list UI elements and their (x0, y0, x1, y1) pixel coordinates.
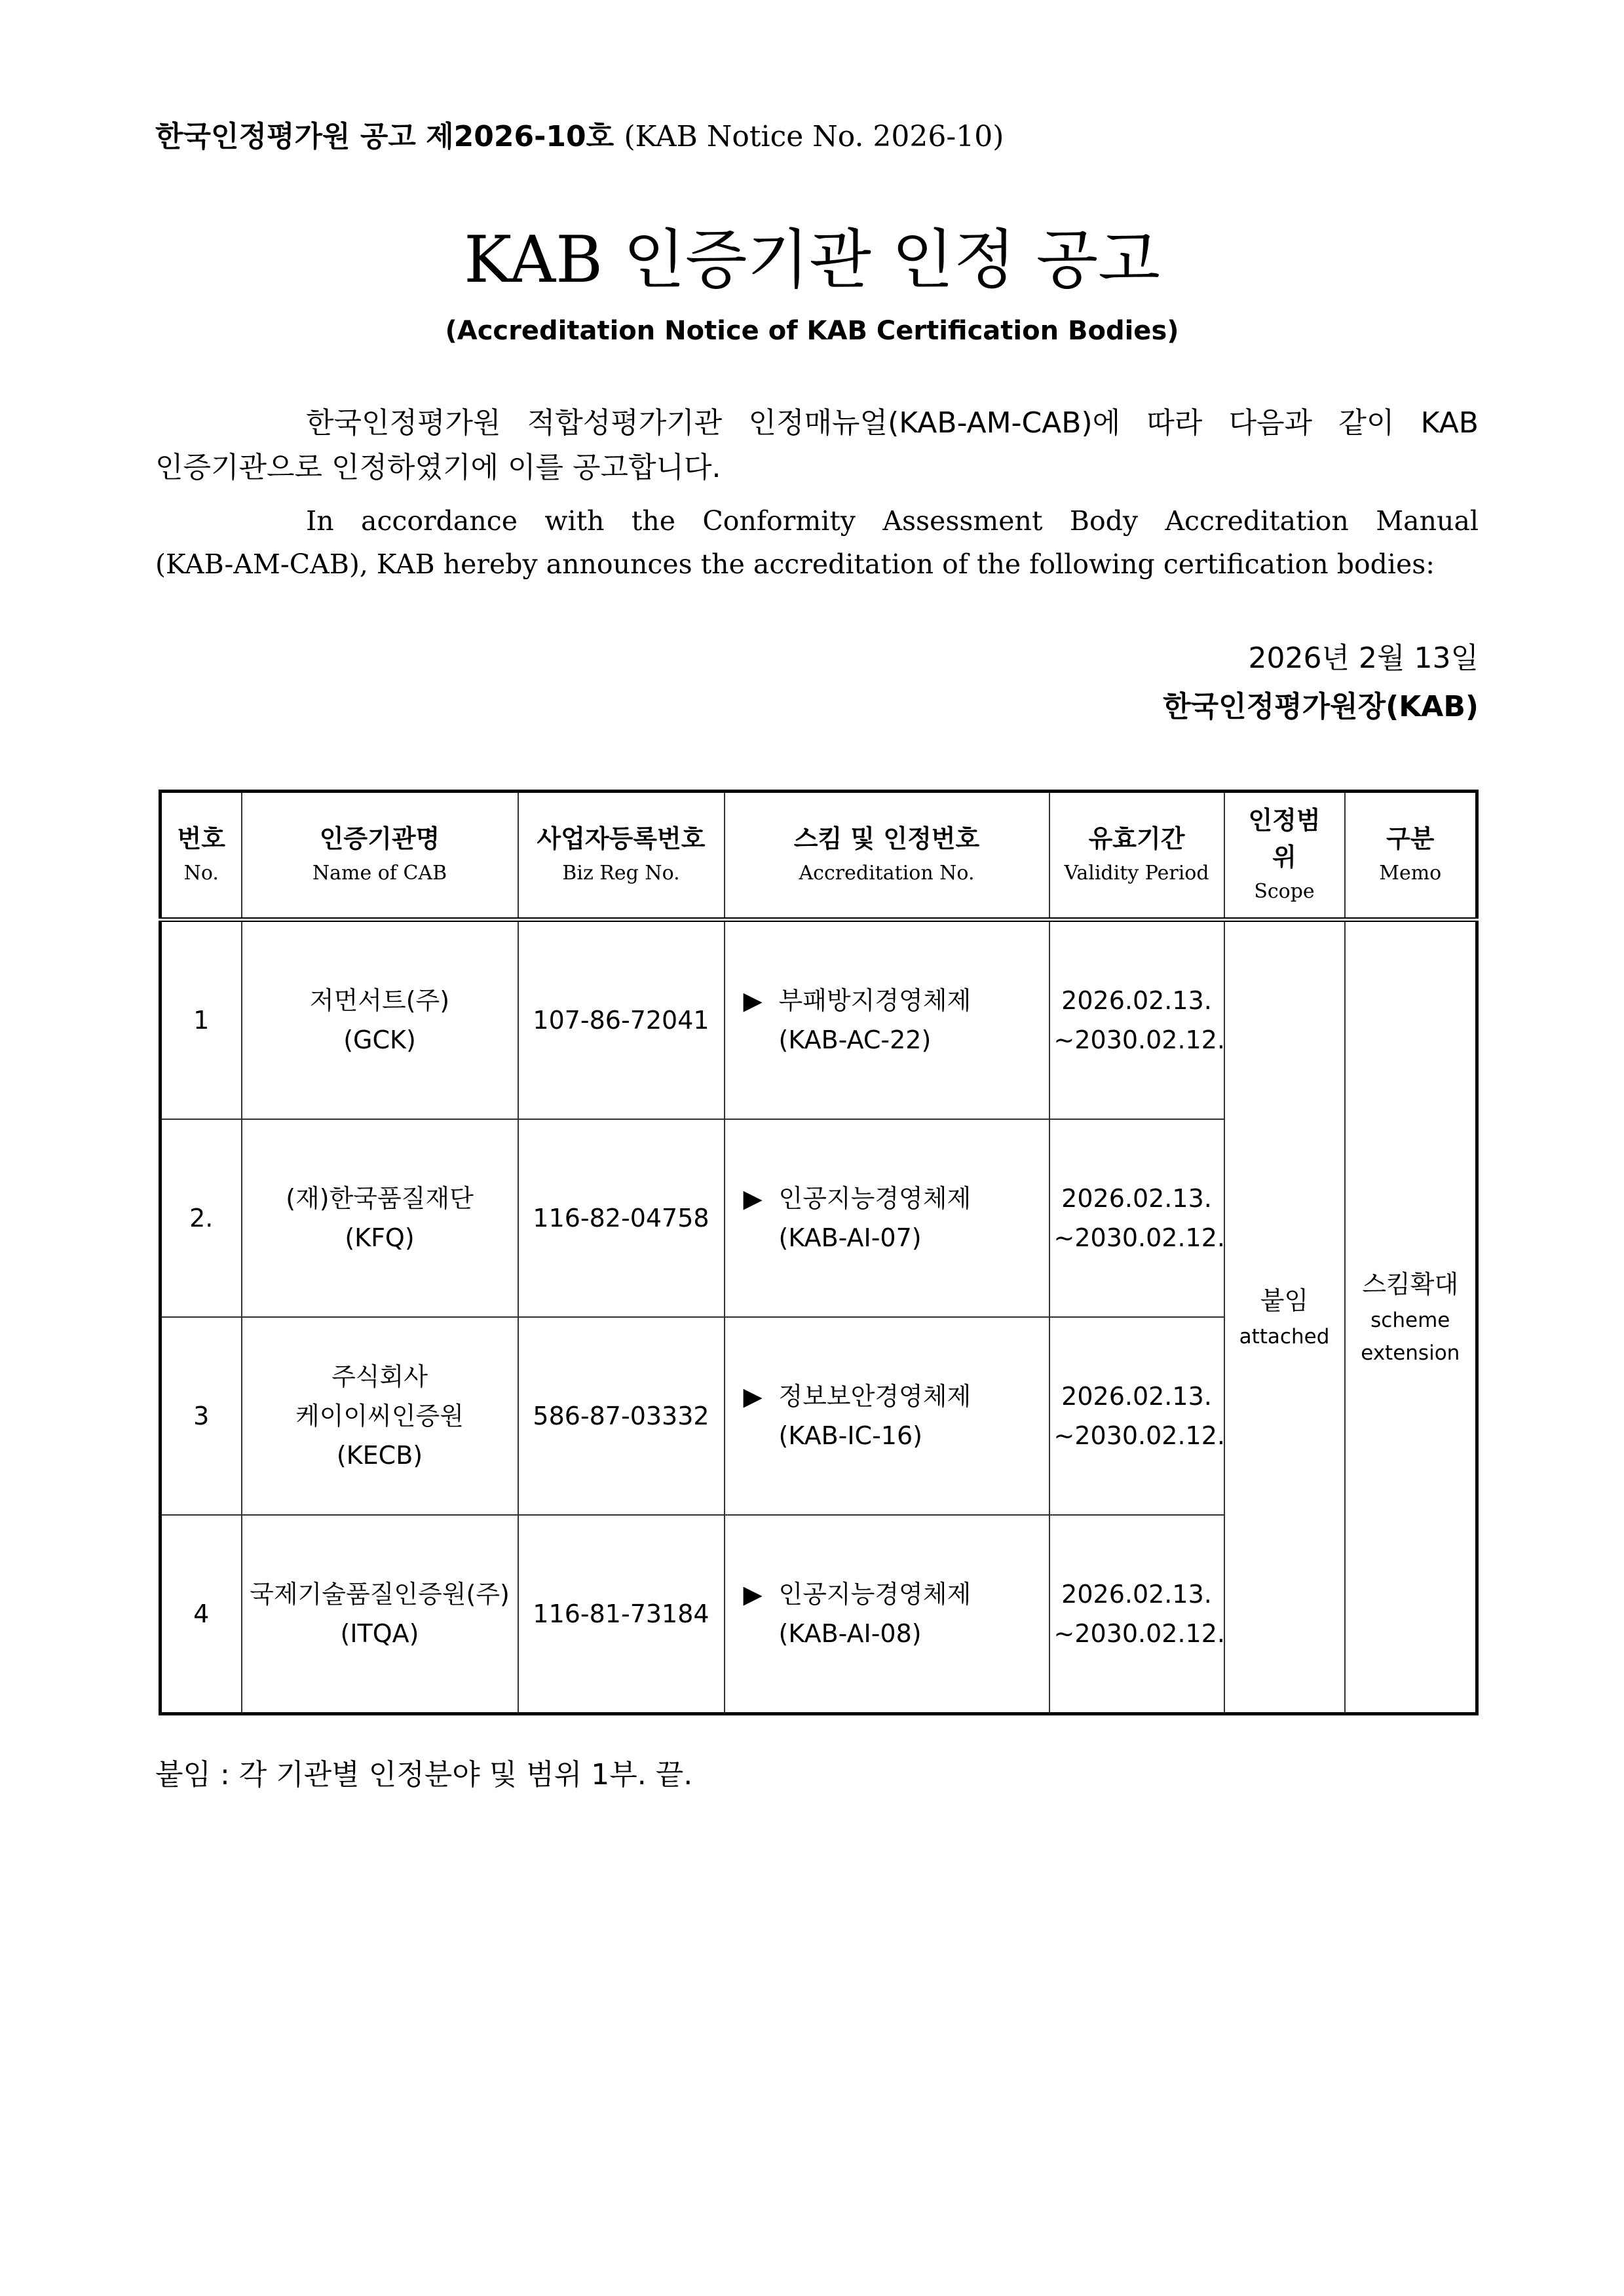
row-cab-name: (재)한국품질재단 (KFQ) (242, 1119, 518, 1317)
body-english-line-2: (KAB-AM-CAB), KAB hereby announces the accreditation of the following certification bodies: (155, 548, 1435, 580)
header-biz-reg: 사업자등록번호 Biz Reg No. (518, 792, 725, 920)
row-validity: 2026.02.13. ~2030.02.12. (1049, 920, 1224, 1120)
row-validity: 2026.02.13. ~2030.02.12. (1049, 1317, 1224, 1515)
arrow-icon: ▶ (743, 1580, 763, 1609)
row-scheme: ▶ 부패방지경영체제 (KAB-AC-22) (725, 920, 1049, 1120)
row-no: 2. (161, 1119, 242, 1317)
arrow-icon: ▶ (743, 1382, 763, 1411)
table-row (161, 920, 1477, 1120)
arrow-icon: ▶ (743, 986, 763, 1015)
table-header-row (161, 792, 1477, 920)
row-biz-reg: 116-82-04758 (518, 1119, 725, 1317)
header-validity: 유효기간 Validity Period (1049, 792, 1224, 920)
issuer: 한국인정평가원장(KAB) (1163, 690, 1479, 723)
body-english-line-1: In accordance with the Conformity Assessment Body Accreditation Manual (306, 505, 1479, 537)
row-biz-reg: 116-81-73184 (518, 1515, 725, 1714)
notice-number-ko: 한국인정평가원 공고 제2026-10호 (155, 120, 614, 153)
header-no: 번호 No. (161, 792, 242, 920)
body-english (155, 499, 1479, 586)
row-cab-name: 저먼서트(주) (GCK) (242, 920, 518, 1120)
row-no: 4 (161, 1515, 242, 1714)
row-biz-reg: 107-86-72041 (518, 920, 725, 1120)
body-korean (155, 401, 1479, 490)
row-scheme: ▶ 인공지능경영체제 (KAB-AI-08) (725, 1515, 1049, 1714)
row-cab-name: 국제기술품질인증원(주) (ITQA) (242, 1515, 518, 1714)
row-scheme: ▶ 정보보안경영체제 (KAB-IC-16) (725, 1317, 1049, 1515)
row-no: 1 (161, 920, 242, 1120)
body-korean-line-2: 인증기관으로 인정하였기에 이를 공고합니다. (155, 451, 721, 484)
scope-cell: 붙임 attached (1224, 920, 1345, 1714)
notice-date: 2026년 2월 13일 (1248, 641, 1479, 675)
page-title: KAB 인증기관 인정 공고 (464, 223, 1160, 297)
page-subtitle: (Accreditation Notice of KAB Certification Bodies) (445, 316, 1179, 346)
row-validity: 2026.02.13. ~2030.02.12. (1049, 1515, 1224, 1714)
arrow-icon: ▶ (743, 1184, 763, 1213)
memo-cell: 스킴확대 scheme extension (1345, 920, 1477, 1714)
header-scheme: 스킴 및 인정번호 Accreditation No. (725, 792, 1049, 920)
header-scope: 인정범 위 Scope (1224, 792, 1345, 920)
attachment-note: 붙임 : 각 기관별 인정분야 및 범위 1부. 끝. (155, 1758, 693, 1791)
row-biz-reg: 586-87-03332 (518, 1317, 725, 1515)
header-name: 인증기관명 Name of CAB (242, 792, 518, 920)
row-cab-name: 주식회사 케이이씨인증원 (KECB) (242, 1317, 518, 1515)
header-memo: 구분 Memo (1345, 792, 1477, 920)
row-validity: 2026.02.13. ~2030.02.12. (1049, 1119, 1224, 1317)
row-scheme: ▶ 인공지능경영체제 (KAB-AI-07) (725, 1119, 1049, 1317)
row-no: 3 (161, 1317, 242, 1515)
cab-table (159, 790, 1479, 1715)
notice-number-en: (KAB Notice No. 2026-10) (624, 120, 1004, 153)
body-korean-line-1: 한국인정평가원 적합성평가기관 인정매뉴얼(KAB-AM-CAB)에 따라 다음과 같이 KAB (306, 406, 1479, 440)
notice-number (155, 113, 1004, 155)
